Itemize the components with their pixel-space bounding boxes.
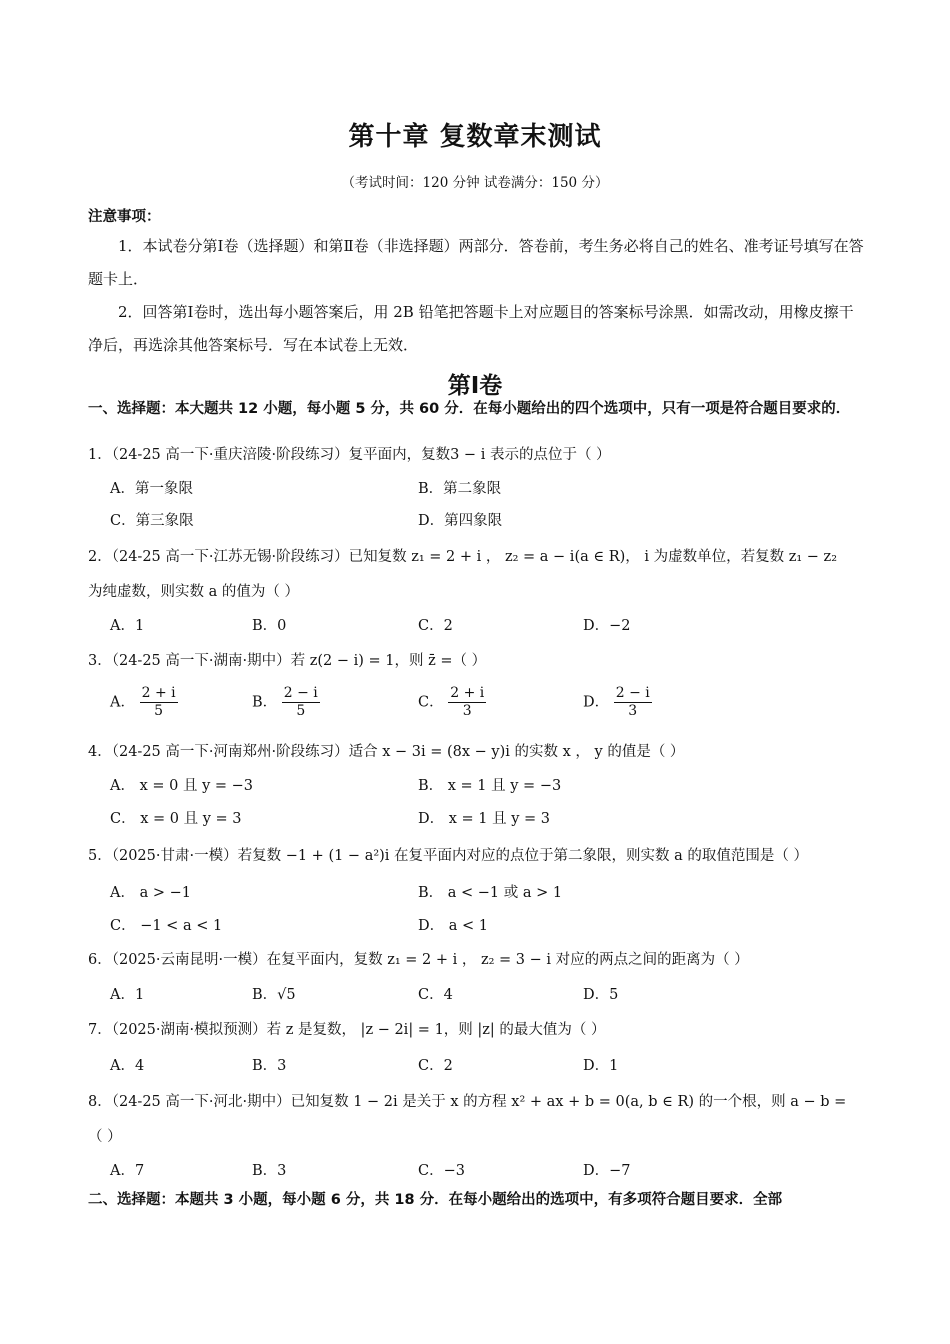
question-4-option-c: C． x = 0 且 y = 3: [110, 811, 242, 827]
question-4-option-b: B． x = 1 且 y = −3: [418, 778, 562, 794]
question-1-option-a: A．第一象限: [110, 481, 193, 497]
option-label: C．: [418, 694, 444, 711]
numerator: 2 + i: [450, 685, 485, 701]
question-3-stem: 3．（24-25 高一下·湖南·期中）若 z(2 − i) = 1，则 z̄ =（ ）: [88, 653, 487, 669]
option-label: D．: [583, 694, 610, 711]
question-2-option-d: D．−2: [583, 618, 631, 634]
question-4-stem: 4．（24-25 高一下·河南郑州·阶段练习）适合 x − 3i = (8x − y)i 的实数 x ， y 的值是（ ）: [88, 744, 685, 760]
question-5-option-b: B． a < −1 或 a > 1: [418, 885, 563, 901]
question-6-option-c: C．4: [418, 987, 453, 1003]
volume-title: 第Ⅰ卷: [447, 373, 503, 399]
denominator: 5: [154, 703, 164, 719]
question-1-option-d: D．第四象限: [418, 513, 503, 529]
question-7-stem: 7．（2025·湖南·模拟预测）若 z 是复数， |z − 2i| = 1，则 |z| 的最大值为（ ）: [88, 1022, 606, 1038]
question-6-stem: 6．（2025·云南昆明·一模）在复平面内，复数 z₁ = 2 + i ， z₂ = 3 − i 对应的两点之间的距离为（ ）: [88, 952, 749, 968]
fraction: [614, 685, 652, 720]
question-7-option-c: C．2: [418, 1058, 453, 1074]
question-1-option-c: C．第三象限: [110, 513, 194, 529]
question-7-option-b: B．3: [252, 1058, 287, 1074]
question-2-option-b: B．0: [252, 618, 287, 634]
notes-item-2: 2．回答第Ⅰ卷时，选出每小题答案后，用 2B 铅笔把答题卡上对应题目的答案标号涂黑．如需改动，用橡皮擦干净后，再选涂其他答案标号．写在本试卷上无效．: [88, 303, 854, 354]
fraction: [282, 685, 320, 720]
question-2-option-c: C．2: [418, 618, 453, 634]
fraction: [140, 685, 178, 720]
option-label: A．: [110, 694, 135, 711]
question-7-option-a: A．4: [110, 1058, 145, 1074]
denominator: 5: [296, 703, 306, 719]
question-8-stem-continued: （ ）: [88, 1129, 122, 1145]
question-8-stem: 8．（24-25 高一下·河北·期中）已知复数 1 − 2i 是关于 x 的方程 x² + ax + b = 0(a, b ∈ R) 的一个根，则 a − b =: [88, 1094, 847, 1110]
fraction: [448, 685, 486, 720]
question-6-option-a: A．1: [110, 987, 145, 1003]
question-5-option-a: A． a > −1: [110, 885, 191, 901]
question-2-option-a: A．1: [110, 618, 145, 634]
notes-heading: 注意事项：: [88, 209, 161, 225]
denominator: 3: [628, 703, 638, 719]
question-5-stem: 5．（2025·甘肃·一模）若复数 −1 + (1 − a²)i 在复平面内对应的点位于第二象限，则实数 a 的取值范围是（ ）: [88, 848, 809, 864]
question-3-option-d: [583, 685, 652, 720]
section-1-heading: 一、选择题：本大题共 12 小题，每小题 5 分，共 60 分．在每小题给出的四个选项中，只有一项是符合题目要求的．: [88, 401, 851, 417]
question-7-option-d: D．1: [583, 1058, 619, 1074]
question-3-option-c: [418, 685, 486, 720]
question-1-stem: 1．（24-25 高一下·重庆涪陵·阶段练习）复平面内，复数3 − i 表示的点位于（ ）: [88, 447, 611, 463]
question-8-option-d: D．−7: [583, 1163, 631, 1179]
question-8-option-b: B．3: [252, 1163, 287, 1179]
numerator: 2 − i: [283, 685, 318, 701]
section-2-heading: 二、选择题：本题共 3 小题，每小题 6 分，共 18 分．在每小题给出的选项中，有多项符合题目要求．全部: [88, 1192, 783, 1208]
question-8-option-c: C．−3: [418, 1163, 465, 1179]
question-5-option-d: D． a < 1: [418, 918, 488, 934]
denominator: 3: [462, 703, 472, 719]
question-3-option-b: [252, 685, 320, 720]
exam-info: （考试时间：120 分钟 试卷满分：150 分）: [341, 175, 609, 191]
question-6-option-d: D．5: [583, 987, 619, 1003]
numerator: 2 + i: [141, 685, 176, 701]
question-6-option-b: B．√5: [252, 987, 296, 1003]
question-5-option-c: C． −1 < a < 1: [110, 918, 223, 934]
page-title: 第十章 复数章末测试: [348, 122, 602, 152]
notes-item-1: 1．本试卷分第Ⅰ卷（选择题）和第Ⅱ卷（非选择题）两部分．答卷前，考生务必将自己的姓名、准考证号填写在答题卡上．: [88, 237, 864, 288]
question-2-stem: 2．（24-25 高一下·江苏无锡·阶段练习）已知复数 z₁ = 2 + i ， z₂ = a − i(a ∈ R)， i 为虚数单位，若复数 z₁ − z₂: [88, 549, 838, 565]
option-label: B．: [252, 694, 278, 711]
question-4-option-d: D． x = 1 且 y = 3: [418, 811, 551, 827]
question-4-option-a: A． x = 0 且 y = −3: [110, 778, 254, 794]
question-1-option-b: B．第二象限: [418, 481, 502, 497]
numerator: 2 − i: [615, 685, 650, 701]
question-2-stem-continued: 为纯虚数，则实数 a 的值为（ ）: [88, 584, 299, 600]
question-3-option-a: [110, 685, 178, 720]
question-8-option-a: A．7: [110, 1163, 145, 1179]
